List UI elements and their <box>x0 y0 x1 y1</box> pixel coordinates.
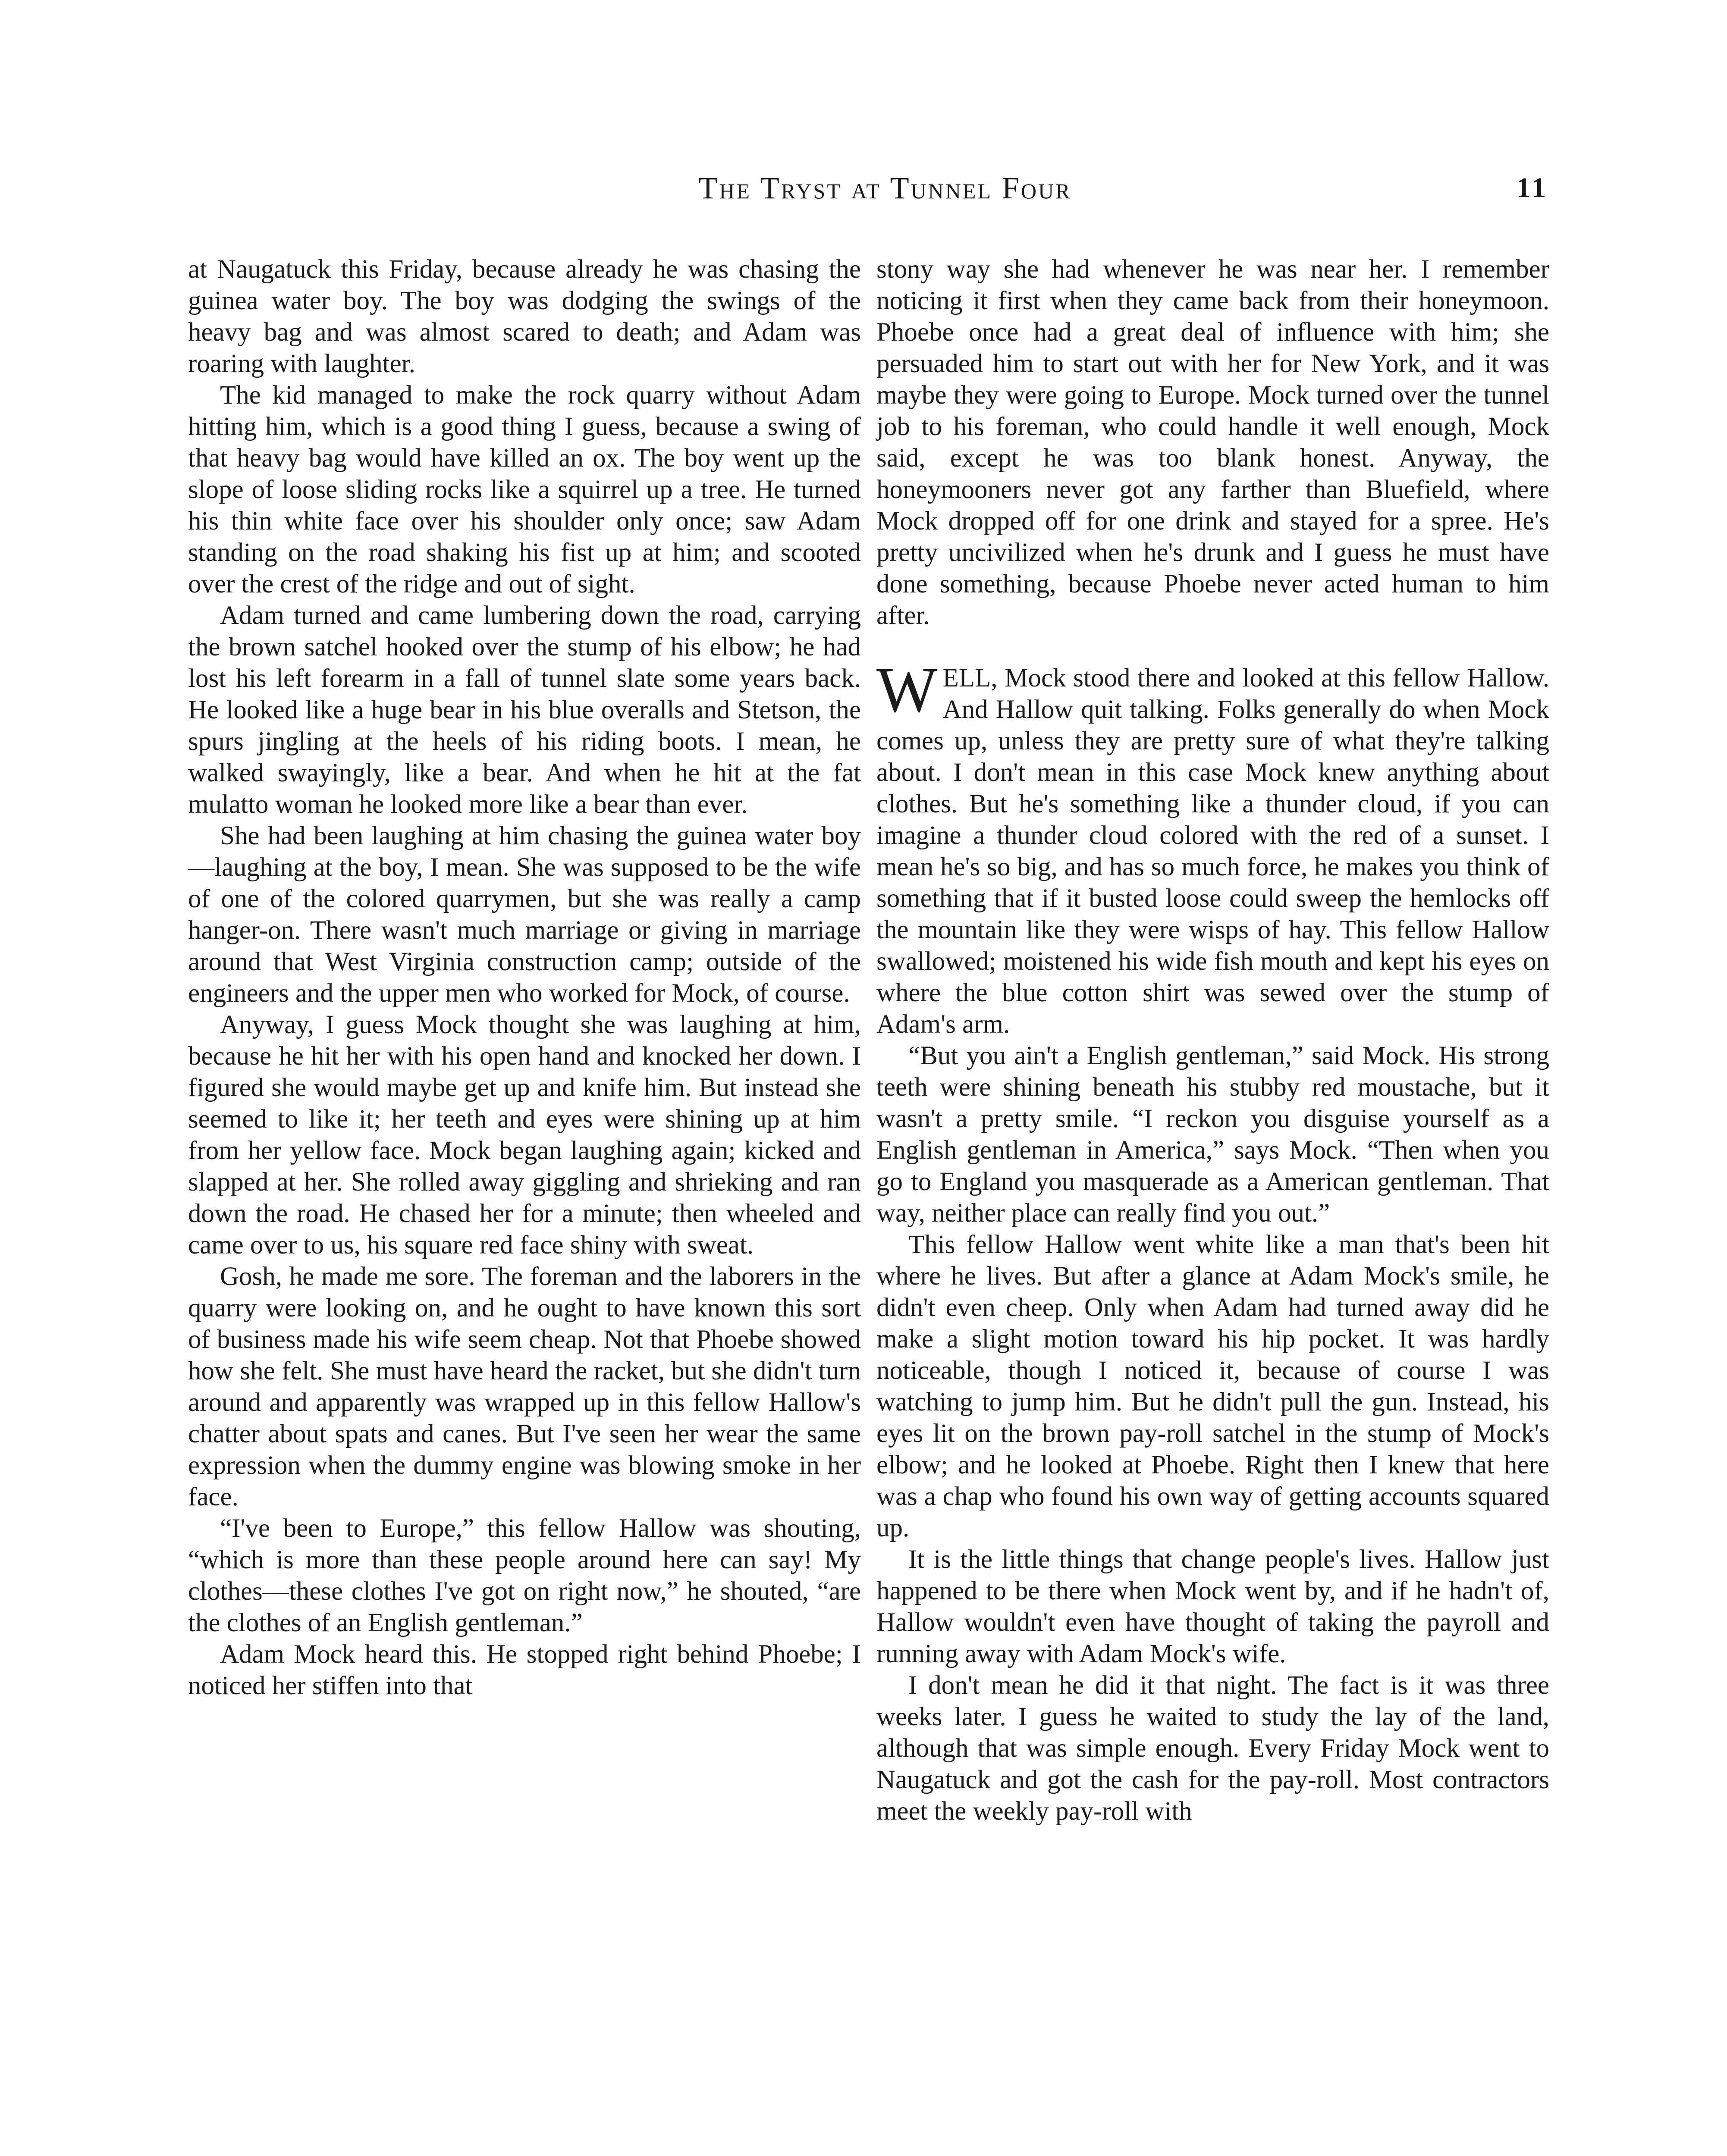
paragraph: Adam turned and came lumbering down the road, carrying the brown satchel hooked over the stump of his elbow; he had lost his left forearm in a fall of tunnel slate some years back. He looked like a huge bear in his blue overalls and Stetson, the spurs jingling at the heels of his riding boots. I mean, he walked swayingly, like a bear. And when he hit at the fat mulatto woman he looked more like a bear than ever. <box>188 601 861 819</box>
left-text-column <box>188 254 861 1702</box>
paragraph: I don't mean he did it that night. The fact is it was three weeks later. I guess he waited to study the lay of the land, although that was simple enough. Every Friday Mock went to Naugatuck and got the cash for the pay-roll. Most contractors meet the weekly pay-roll with <box>876 1671 1549 1826</box>
drop-cap: W <box>876 654 938 726</box>
paragraph: stony way she had whenever he was near her. I remember noticing it first when they came back from their honeymoon. Phoebe once had a great deal of influence with him; she persuaded him to start out with her for New York, and it was maybe they were going to Europe. Mock turned over the tunnel job to his foreman, who could handle it well enough, Mock said, except he was too blank honest. Anyway, the honeymooners never got any farther than Bluefield, where Mock dropped off for one drink and stayed for a spree. He's pretty uncivilized when he's drunk and I guess he must have done something, because Phoebe never acted human to him after. <box>876 255 1549 630</box>
paragraph: This fellow Hallow went white like a man that's been hit where he lives. But after a glance at Adam Mock's smile, he didn't even cheep. Only when Adam had turned away did he make a slight motion toward his hip pocket. It was hardly noticeable, though I noticed it, because of course I was watching to jump him. But he didn't pull the gun. Instead, his eyes lit on the brown pay-roll satchel in the stump of Mock's elbow; and he looked at Phoebe. Right then I knew that here was a chap who found his own way of getting accounts squared up. <box>876 1230 1549 1542</box>
section-opening-text: ELL, Mock stood there and looked at this fellow Hallow. And Hallow quit talking. Folks generally do when Mock comes up, unless they are pretty sure of what they're talking about. I don't mean in this case Mock knew anything about clothes. But he's something like a thunder cloud, if you can imagine a thunder cloud colored with the red of a sunset. I mean he's so big, and has so much force, he makes you think of something that if it busted loose could sweep the hemlocks off the mountain like they were wisps of hay. This fellow Hallow swallowed; moistened his wide fish mouth and kept his eyes on where the blue cotton shirt was sewed over the stump of Adam's arm. <box>876 664 1549 1039</box>
paragraph: Anyway, I guess Mock thought she was laughing at him, because he hit her with his open hand and knocked her down. I figured she would maybe get up and knife him. But instead she seemed to like it; her teeth and eyes were shining up at him from her yellow face. Mock began laughing again; kicked and slapped at her. She rolled away giggling and shrieking and ran down the road. He chased her for a minute; then wheeled and came over to us, his square red face shiny with sweat. <box>188 1010 861 1260</box>
section-opening-paragraph <box>876 654 1549 1040</box>
paragraph: “I've been to Europe,” this fellow Hallow was shouting, “which is more than these people around here can say! My clothes—these clothes I've got on right now,” he shouted, “are the clothes of an English gentleman.” <box>188 1514 861 1637</box>
paragraph: Gosh, he made me sore. The foreman and the laborers in the quarry were looking on, and he ought to have known this sort of business made his wife seem cheap. Not that Phoebe showed how she felt. She must have heard the racket, but she didn't turn around and apparently was wrapped up in this fellow Hallow's chatter about spats and canes. But I've seen her wear the same expression when the dummy engine was blowing smoke in her face. <box>188 1262 861 1511</box>
paragraph: “But you ain't a English gentleman,” said Mock. His strong teeth were shining beneath his stubby red moustache, but it wasn't a pretty smile. “I reckon you disguise yourself as a English gentleman in America,” says Mock. “Then when you go to England you masquerade as a American gentleman. That way, neither place can really find you out.” <box>876 1041 1549 1228</box>
right-text-column <box>876 254 1549 1827</box>
paragraph: Adam Mock heard this. He stopped right behind Phoebe; I noticed her stiffen into that <box>188 1640 861 1700</box>
page-number: 11 <box>1516 172 1548 204</box>
paragraph: at Naugatuck this Friday, because already he was chasing the guinea water boy. The boy was dodging the swings of the heavy bag and was almost scared to death; and Adam was roaring with laughter. <box>188 255 861 378</box>
paragraph: She had been laughing at him chasing the guinea water boy—laughing at the boy, I mean. She was supposed to be the wife of one of the colored quarrymen, but she was really a camp hanger-on. There wasn't much marriage or giving in marriage around that West Virginia construction camp; outside of the engineers and the upper men who worked for Mock, of course. <box>188 821 861 1008</box>
paragraph: It is the little things that change people's lives. Hallow just happened to be there when Mock went by, and if he hadn't of, Hallow wouldn't even have thought of taking the payroll and running away with Adam Mock's wife. <box>876 1545 1549 1668</box>
running-title: The Tryst at Tunnel Four <box>698 171 1072 205</box>
paragraph: The kid managed to make the rock quarry without Adam hitting him, which is a good thing I guess, because a swing of that heavy bag would have killed an ox. The boy went up the slope of loose sliding rocks like a squirrel up a tree. He turned his thin white face over his shoulder only once; saw Adam standing on the road shaking his fist up at him; and scooted over the crest of the ridge and out of sight. <box>188 381 861 599</box>
